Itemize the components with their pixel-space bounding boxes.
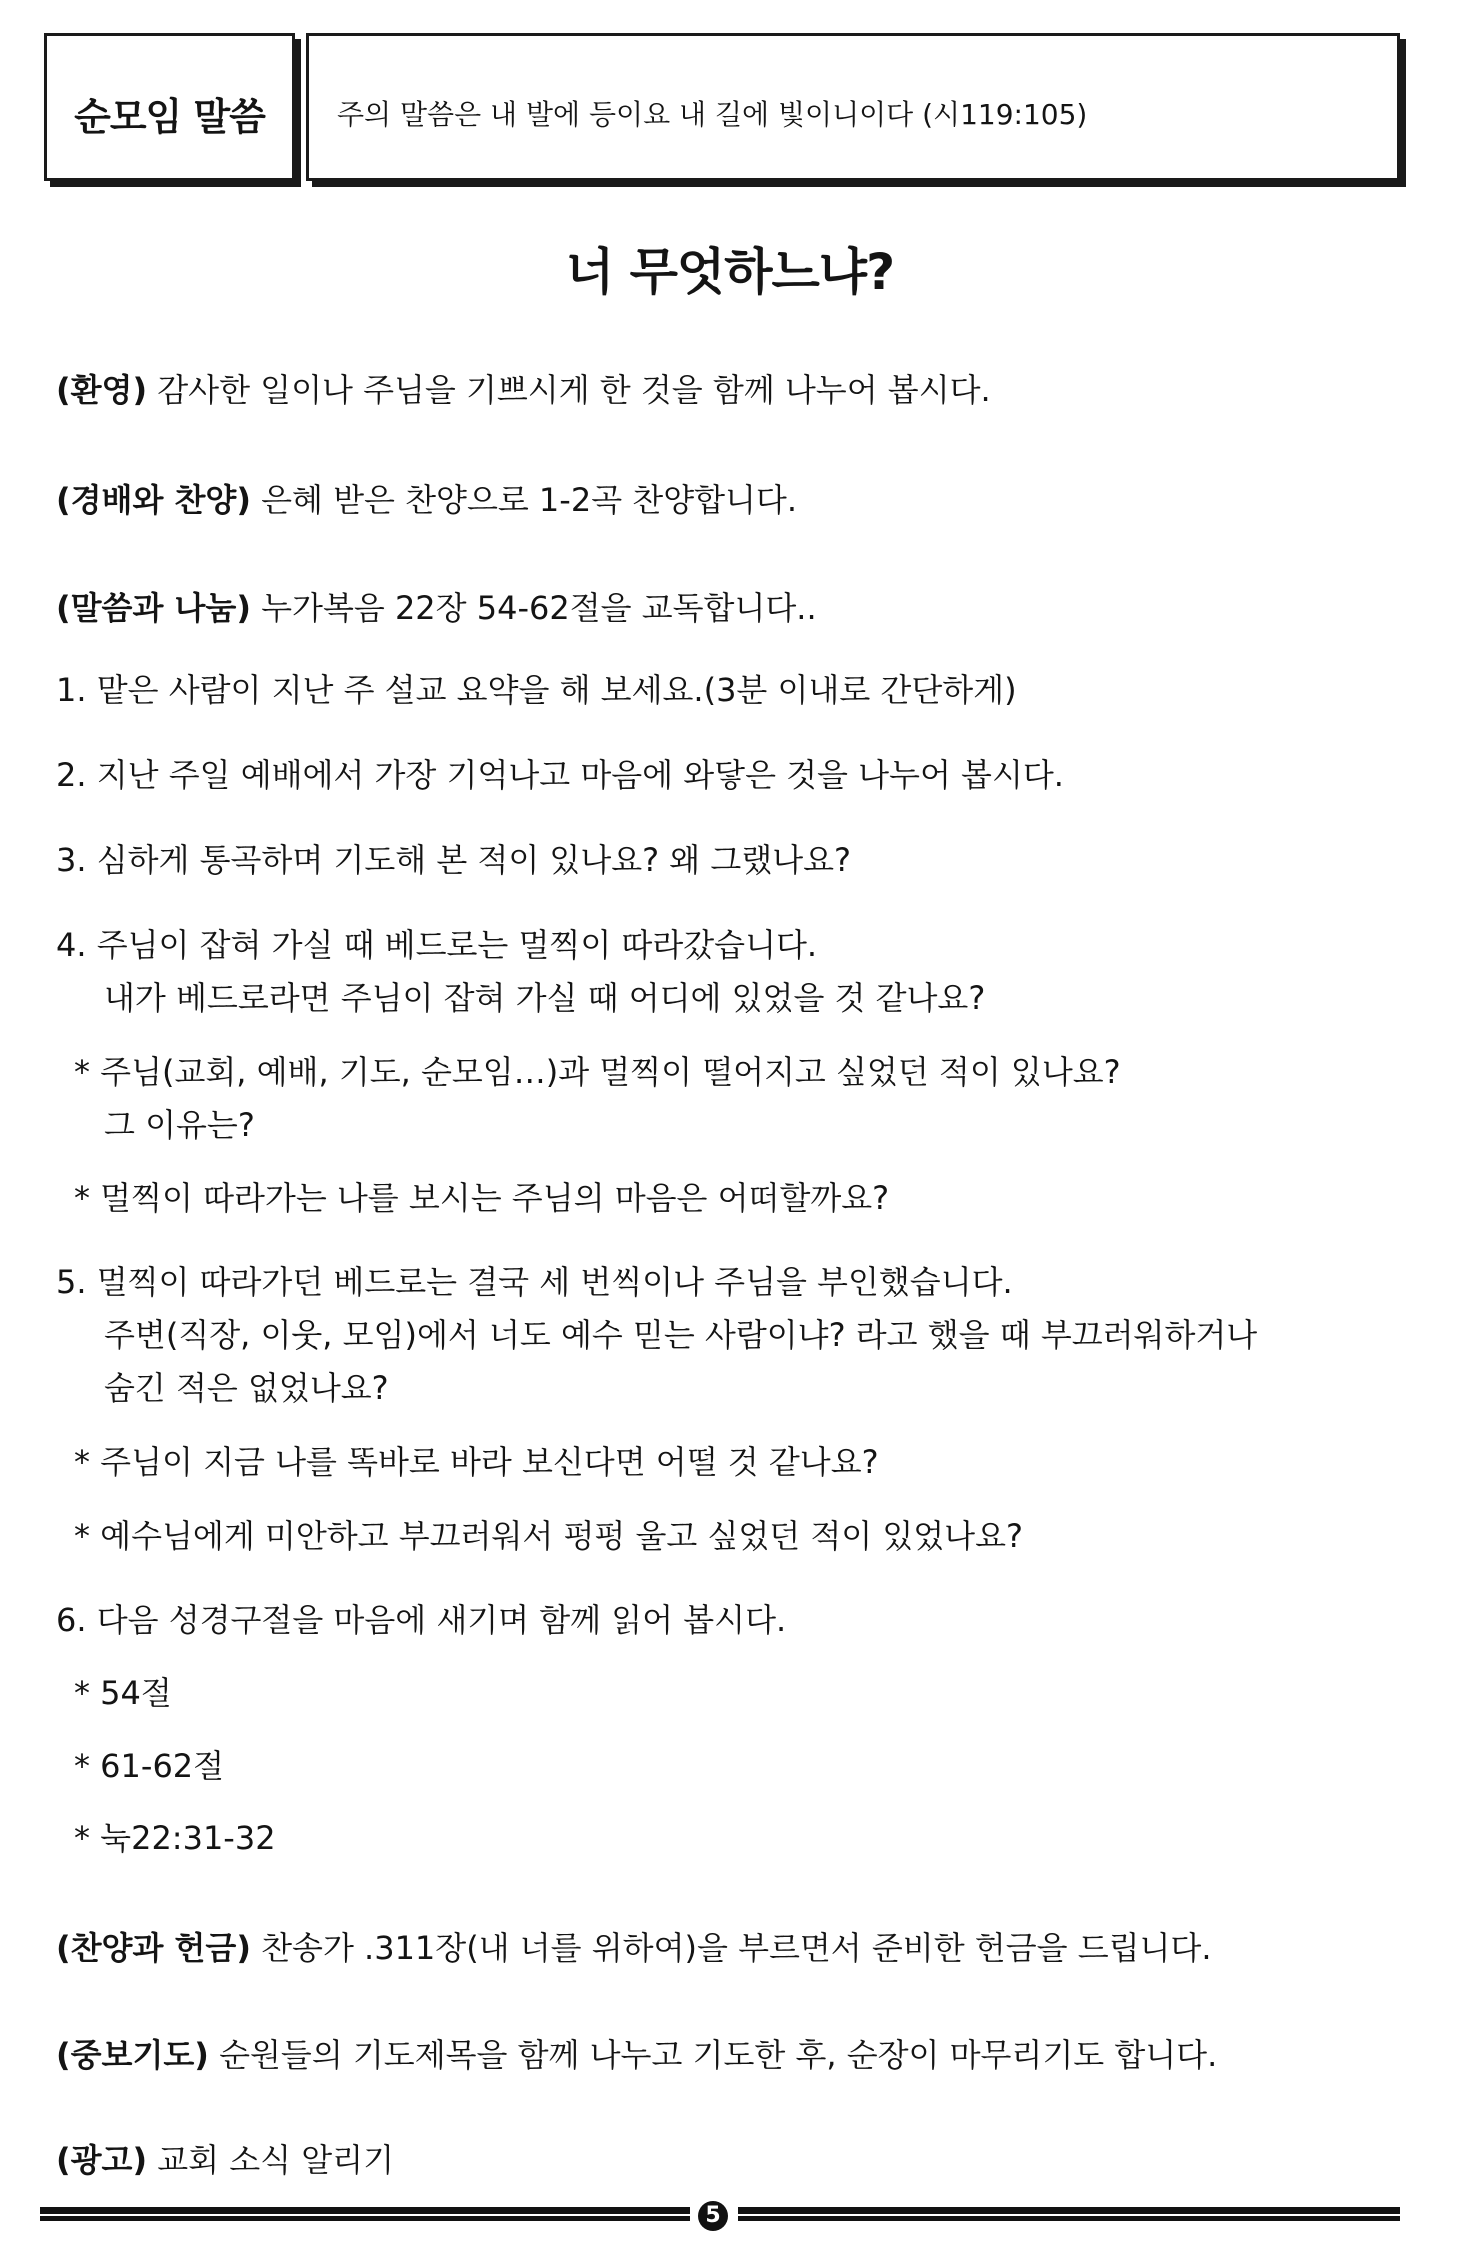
prayer-label: (중보기도) bbox=[56, 2036, 209, 2074]
worship-text: 은혜 받은 찬양으로 1-2곡 찬양합니다. bbox=[250, 481, 798, 519]
notice-label: (광고) bbox=[56, 2141, 148, 2179]
prayer-text: 순원들의 기도제목을 함께 나누고 기도한 후, 순장이 마무리기도 합니다. bbox=[208, 2036, 1218, 2074]
question-1: 1. 맡은 사람이 지난 주 설교 요약을 해 보세요.(3분 이내로 간단하게) bbox=[56, 671, 1017, 709]
question-5-sub-2: * 예수님에게 미안하고 부끄러워서 펑펑 울고 싶었던 적이 있었나요? bbox=[74, 1517, 1023, 1555]
question-5-continued-2: 숨긴 적은 없었나요? bbox=[104, 1369, 389, 1407]
question-6-ref-2: * 61-62절 bbox=[74, 1747, 225, 1785]
question-4-continued: 내가 베드로라면 주님이 잡혀 가실 때 어디에 있었을 것 같나요? bbox=[104, 979, 986, 1017]
question-5-sub-1: * 주님이 지금 나를 똑바로 바라 보신다면 어떨 것 같나요? bbox=[74, 1443, 879, 1481]
question-5: 5. 멀찍이 따라가던 베드로는 결국 세 번씩이나 주님을 부인했습니다. bbox=[56, 1263, 1013, 1301]
question-6: 6. 다음 성경구절을 마음에 새기며 함께 읽어 봅시다. bbox=[56, 1601, 787, 1639]
prayer-line bbox=[56, 2035, 1217, 2075]
question-3: 3. 심하게 통곡하며 기도해 본 적이 있나요? 왜 그랬나요? bbox=[56, 841, 852, 879]
offering-text: 찬송가 .311장(내 너를 위하여)을 부르면서 준비한 헌금을 드립니다. bbox=[250, 1929, 1212, 1967]
header-verse-box bbox=[306, 33, 1400, 181]
worship-label: (경배와 찬양) bbox=[56, 481, 251, 519]
question-2: 2. 지난 주일 예배에서 가장 기억나고 마음에 와닿은 것을 나누어 봅시다. bbox=[56, 756, 1064, 794]
notice-line bbox=[56, 2140, 394, 2180]
footer-rule-left bbox=[40, 2207, 690, 2223]
offering-label: (찬양과 헌금) bbox=[56, 1929, 251, 1967]
question-4: 4. 주님이 잡혀 가실 때 베드로는 멀찍이 따라갔습니다. bbox=[56, 926, 818, 964]
welcome-text: 감사한 일이나 주님을 기쁘시게 한 것을 함께 나누어 봅시다. bbox=[147, 371, 991, 409]
page-number: 5 bbox=[698, 2201, 728, 2231]
question-5-continued-1: 주변(직장, 이웃, 모임)에서 너도 예수 믿는 사람이냐? 라고 했을 때 부끄러워하거나 bbox=[104, 1316, 1258, 1354]
header-verse: 주의 말씀은 내 발에 등이요 내 길에 빛이니이다 (시119:105) bbox=[337, 98, 1088, 131]
question-6-ref-1: * 54절 bbox=[74, 1674, 172, 1712]
worship-line bbox=[56, 480, 797, 520]
notice-text: 교회 소식 알리기 bbox=[147, 2141, 394, 2179]
question-4-sub-1: * 주님(교회, 예배, 기도, 순모임…)과 멀찍이 떨어지고 싶었던 적이 있나요? bbox=[74, 1053, 1121, 1091]
question-4-sub-1-continued: 그 이유는? bbox=[104, 1106, 255, 1144]
header-label-box bbox=[44, 33, 295, 181]
header-label: 순모임 말씀 bbox=[74, 95, 265, 139]
page-title: 너 무엇하느냐? bbox=[565, 243, 895, 301]
welcome-line bbox=[56, 370, 991, 410]
word-line bbox=[56, 588, 817, 628]
word-text: 누가복음 22장 54-62절을 교독합니다.. bbox=[250, 589, 817, 627]
word-label: (말씀과 나눔) bbox=[56, 589, 251, 627]
question-6-ref-3: * 눅22:31-32 bbox=[74, 1819, 276, 1857]
footer-rule-right bbox=[738, 2207, 1400, 2223]
offering-line bbox=[56, 1928, 1212, 1968]
question-4-sub-2: * 멀찍이 따라가는 나를 보시는 주님의 마음은 어떠할까요? bbox=[74, 1179, 890, 1217]
welcome-label: (환영) bbox=[56, 371, 148, 409]
